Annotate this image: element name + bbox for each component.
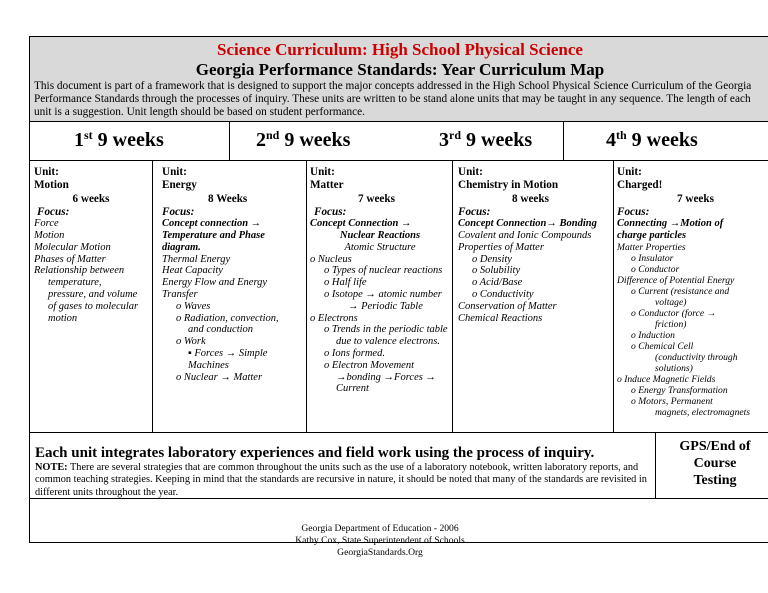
list-item: and conduction [188, 324, 254, 336]
list-item: Matter Properties [617, 241, 686, 253]
concept-connection: Concept Connection → [310, 218, 412, 230]
list-item: Current [336, 383, 369, 395]
list-item: o Conductivity [472, 289, 534, 301]
list-item: o Current (resistance and [631, 285, 730, 297]
list-item: o Isotope → atomic number [324, 289, 442, 301]
unit-name: Charged! [617, 178, 663, 191]
list-item: o Half life [324, 277, 367, 289]
list-item: → Periodic Table [348, 300, 423, 312]
concept-connection: Nuclear Reactions [339, 230, 421, 242]
inquiry-statement: Each unit integrates laboratory experiences and field work using the process of inquiry. [35, 445, 595, 461]
focus-label: Focus: [37, 205, 70, 218]
list-item: Conservation of Matter [458, 300, 557, 312]
unit-motion [34, 166, 148, 324]
focus-label: Focus: [458, 205, 491, 218]
list-item: o Induce Magnetic Fields [617, 373, 716, 385]
list-item: o Energy Transformation [631, 384, 728, 396]
list-item: o Conductor (force → [631, 307, 717, 319]
list-item: Machines [188, 359, 229, 371]
gps-line: Testing [693, 473, 737, 488]
unit-duration: 7 weeks [677, 193, 714, 205]
footer-line: GeorgiaStandards.Org [337, 547, 423, 558]
list-item: o Electron Movement [324, 359, 414, 371]
divider [229, 121, 230, 160]
unit-label: Unit: [310, 166, 335, 178]
divider [30, 432, 768, 433]
note-paragraph [35, 462, 647, 499]
note-text: There are several strategies that are common throughout the units such as the use of a laboratory notebook, written laboratory reports, and common teaching strategies. Keeping in mind that the standards are recursive in nature, it should be noted that many of the standards are revisited in different units throughout the year. [35, 462, 647, 498]
list-item: o Solubility [472, 265, 521, 277]
list-item: Chemical Reactions [458, 312, 543, 324]
concept-connection: Concept connection → [162, 218, 262, 230]
list-item: Phases of Matter [34, 253, 106, 265]
page-subtitle: Georgia Performance Standards: Year Curriculum Map [195, 60, 605, 79]
list-item: Covalent and Ionic Compounds [458, 230, 592, 242]
week-heading-1: 1st 9 weeks [74, 128, 164, 151]
divider [563, 121, 564, 160]
list-item: friction) [655, 318, 687, 330]
list-item: o Radiation, convection, [176, 312, 279, 324]
list-item: temperature, [48, 277, 102, 289]
list-item: (conductivity through [655, 351, 738, 363]
list-item: magnets, electromagnets [655, 406, 751, 418]
list-item: o Chemical Cell [631, 340, 694, 352]
list-item: Relationship between [34, 265, 125, 277]
gps-line: GPS/End of [679, 439, 751, 454]
unit-name: Matter [310, 178, 344, 191]
page-title: Science Curriculum: High School Physical Science [217, 40, 583, 59]
list-item: o Nucleus [310, 253, 352, 265]
week-heading-2: 2nd 9 weeks [256, 128, 351, 151]
footer-line: Kathy Cox, State Superintendent of Schools [295, 535, 465, 546]
list-item: o Types of nuclear reactions [324, 265, 443, 277]
footer [230, 523, 530, 559]
list-item: Heat Capacity [162, 265, 223, 277]
week-heading-3: 3rd 9 weeks [439, 128, 533, 151]
focus-label: Focus: [314, 205, 347, 218]
list-item: o Insulator [631, 252, 674, 264]
list-item: o Nuclear → Matter [176, 371, 263, 383]
list-item: o Waves [176, 300, 211, 312]
unit-duration: 6 weeks [72, 193, 110, 205]
divider [306, 160, 307, 432]
list-item: o Conductor [631, 263, 680, 275]
list-item: o Density [472, 253, 512, 265]
divider [152, 160, 153, 432]
footer-line: Georgia Department of Education - 2006 [301, 523, 459, 534]
unit-label: Unit: [617, 166, 642, 178]
list-item: Thermal Energy [162, 253, 231, 265]
list-item: →bonding →Forces → [336, 371, 436, 383]
divider [30, 121, 768, 122]
unit-label: Unit: [162, 166, 187, 178]
concept-connection: charge particles [617, 230, 687, 242]
divider [655, 432, 656, 498]
list-item: motion [48, 312, 78, 324]
divider [452, 160, 453, 432]
gps-cell [660, 438, 768, 489]
focus-label: Focus: [617, 205, 650, 218]
list-item: Transfer [162, 289, 198, 301]
focus-label: Focus: [162, 205, 195, 218]
unit-name: Motion [34, 178, 69, 191]
list-item: Energy Flow and Energy [162, 277, 268, 289]
list-item: Atomic Structure [344, 241, 416, 253]
list-item: solutions) [655, 362, 693, 374]
unit-name: Chemistry in Motion [458, 178, 559, 191]
list-item: o Electrons [310, 312, 358, 324]
list-item: o Acid/Base [472, 277, 523, 289]
list-item: o Motors, Permanent [631, 395, 713, 407]
gps-line: Course [693, 456, 737, 471]
list-item: ▪ Forces → Simple [188, 348, 268, 360]
intro-paragraph: This document is part of a framework that is designed to support the major concepts addressed in the High School Physical Science Curriculum of the Georgia Performance Standards through the processes of inquiry. These units are written to be stand alone units that may be taught in any sequence. The length of each unit is a suggestion. Unit length should be based on student performance. [34, 80, 752, 119]
list-item: Properties of Matter [458, 241, 544, 253]
list-item: voltage) [655, 296, 687, 308]
list-item: Force [34, 218, 59, 230]
note-label: NOTE: [35, 462, 68, 473]
list-item: o Trends in the periodic table [324, 324, 448, 336]
week-heading-4: 4th 9 weeks [606, 128, 698, 151]
list-item: o Work [176, 336, 206, 348]
unit-duration: 8 weeks [512, 193, 549, 205]
concept-connection: Concept Connection→ Bonding [458, 218, 597, 230]
unit-energy [162, 166, 304, 383]
unit-chemistry-in-motion [458, 166, 612, 324]
concept-connection: Connecting →Motion of [617, 218, 724, 230]
list-item: Difference of Potential Energy [617, 274, 735, 286]
list-item: o Induction [631, 329, 675, 341]
list-item: pressure, and volume [48, 289, 138, 301]
list-item: of gases to molecular [48, 300, 139, 312]
list-item: o Ions formed. [324, 348, 385, 360]
divider [30, 160, 768, 161]
unit-charged [617, 166, 768, 418]
concept-connection: diagram. [162, 241, 201, 253]
list-item: due to valence electrons. [336, 336, 440, 348]
unit-label: Unit: [34, 166, 59, 178]
unit-name: Energy [162, 178, 197, 191]
list-item: Molecular Motion [34, 241, 111, 253]
unit-matter [310, 166, 450, 395]
divider [613, 160, 614, 432]
concept-connection: Temperature and Phase [162, 230, 265, 242]
unit-duration: 8 Weeks [208, 193, 248, 205]
unit-duration: 7 weeks [358, 193, 395, 205]
list-item: Motion [34, 230, 65, 242]
unit-label: Unit: [458, 166, 483, 178]
